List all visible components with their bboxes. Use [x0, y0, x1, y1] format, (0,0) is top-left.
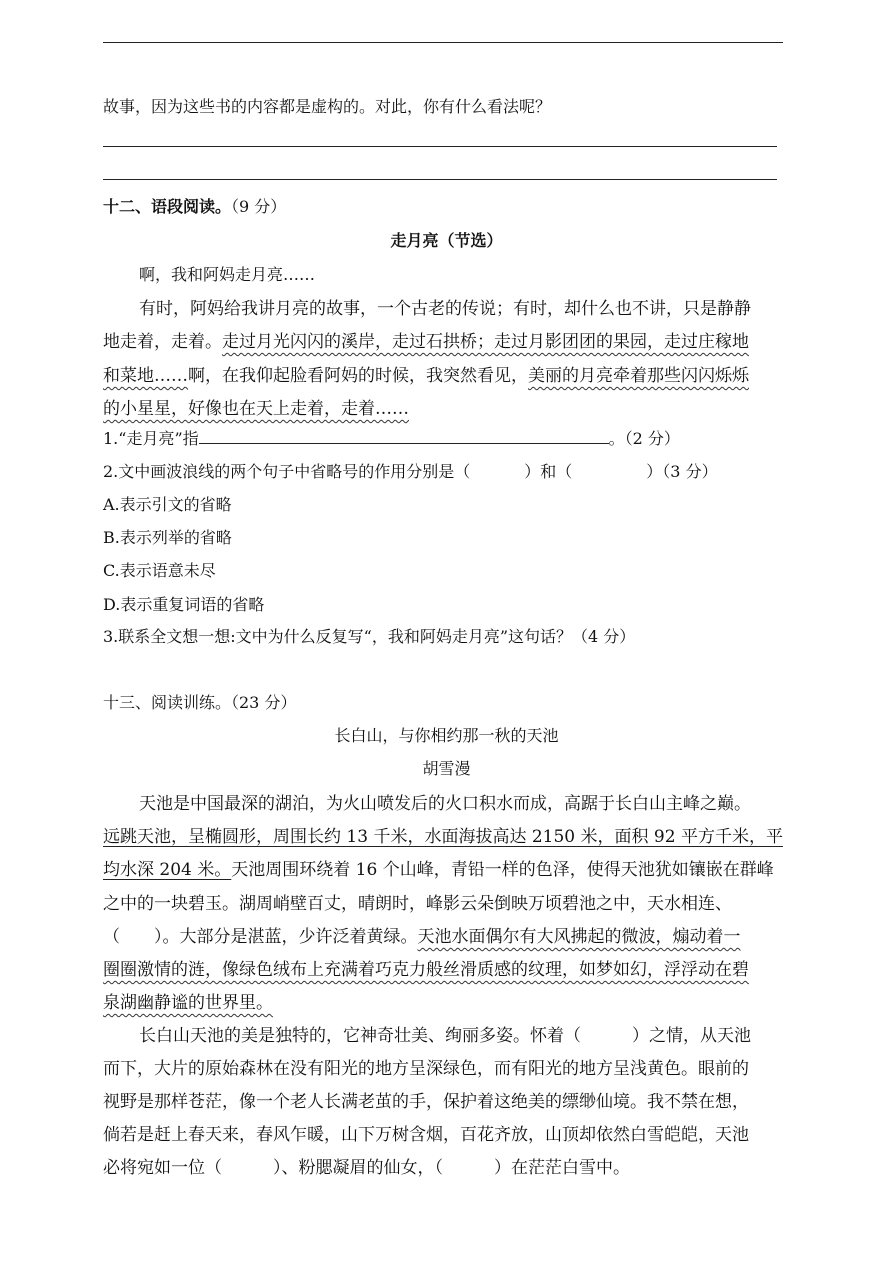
section-12-header	[103, 194, 286, 217]
passage-title: 长白山，与你相约那一秋的天池	[334, 726, 559, 745]
passage-line	[103, 361, 749, 386]
section-12-title: 十二、语段阅读。	[103, 197, 232, 216]
passage-line: 有时，阿妈给我讲月亮的故事，一个古老的传说；有时，却什么也不讲，只是静静	[139, 299, 751, 319]
plain-text: 地走着，走着。	[103, 332, 222, 352]
passage-line: 天池是中国最深的湖泊，为火山喷发后的火口积水而成，高踞于长白山主峰之巅。	[139, 794, 751, 814]
section-13-header: 十三、阅读训练。（23 分）	[103, 693, 297, 712]
wavy-underlined-sentence: 的小星星，好像也在天上走着，走着……	[103, 399, 409, 419]
answer-line	[103, 179, 777, 180]
passage-line	[103, 955, 749, 980]
question-1-suffix: 。（2 分）	[608, 429, 680, 448]
option-d: D.表示重复词语的省略	[103, 595, 265, 614]
wavy-underlined-sentence: 圈圈激情的涟，像绿色绒布上充满着巧克力般丝滑质感的纹理，如梦如幻，浮浮动在碧	[103, 960, 749, 980]
wavy-underlined-sentence: 泉湖幽静谧的世界里。	[103, 993, 273, 1013]
question-2-text: 2.文中画波浪线的两个句子中省略号的作用分别是（	[103, 462, 471, 481]
option-c: C.表示语意未尽	[103, 561, 216, 580]
question-1	[103, 426, 680, 449]
answer-line	[103, 146, 777, 147]
wavy-underlined-sentence: 天池水面偶尔有大风拂起的微波，煽动着一	[417, 927, 741, 947]
passage-line	[103, 822, 783, 847]
wavy-underlined-sentence: 和菜地……	[103, 366, 188, 386]
underlined-sentence: 均水深 204 米。	[103, 860, 232, 880]
question-2	[103, 459, 718, 482]
option-a: A.表示引文的省略	[103, 495, 232, 514]
passage-author: 胡雪漫	[422, 759, 471, 778]
plain-text: （ ）。大部分是湛蓝，少许泛着黄绿。	[103, 927, 418, 947]
question-1-prefix: 1.“走月亮”指	[103, 429, 199, 448]
answer-blank[interactable]	[199, 429, 609, 444]
underlined-sentence: 远跳天池，呈椭圆形，周围长约 13 千米，水面海拔高达 2150 米，面积 92 平方千米，平	[103, 827, 783, 847]
wavy-underlined-sentence: 走过月光闪闪的溪岸，走过石拱桥；走过月影团团的果园，走过庄稼地	[222, 332, 749, 352]
passage-line: 之中的一块碧玉。湖周峭壁百丈，晴朗时，峰影云朵倒映万顷碧池之中，天水相连、	[103, 894, 732, 914]
question-2-text: ）（3 分）	[646, 462, 718, 481]
passage-line	[103, 988, 273, 1013]
passage-line: 必将宛如一位（ ）、粉腮凝眉的仙女，（ ）在茫茫白雪中。	[103, 1158, 630, 1178]
question-3: 3.联系全文想一想:文中为什么反复写“，我和阿妈走月亮”这句话？（4 分）	[103, 627, 636, 646]
passage-line: 视野是那样苍茫，像一个老人长满老茧的手，保护着这绝美的缥缈仙境。我不禁在想，	[103, 1092, 749, 1112]
question-2-text: ）和（	[524, 462, 573, 481]
passage-line	[103, 922, 741, 947]
passage-line: 倘若是赶上春天来，春风乍暖，山下万树含烟，百花齐放，山顶却依然白雪皑皑，天池	[103, 1125, 749, 1145]
passage-line: 而下，大片的原始森林在没有阳光的地方呈深绿色，而有阳光的地方呈浅黄色。眼前的	[103, 1059, 749, 1079]
passage-line	[103, 855, 774, 880]
plain-text: 天池周围环绕着 16 个山峰，青铅一样的色泽，使得天池犹如镶嵌在群峰	[231, 860, 774, 880]
plain-text: 啊，在我仰起脸看阿妈的时候，我突然看见，	[188, 366, 528, 386]
passage-title: 走月亮（节选）	[390, 231, 503, 250]
wavy-underlined-sentence: 美丽的月亮牵着那些闪闪烁烁	[528, 366, 749, 386]
answer-line	[103, 42, 783, 43]
question-continuation: 故事，因为这些书的内容都是虚构的。对此，你有什么看法呢？	[103, 97, 552, 116]
section-12-score: （9 分）	[231, 197, 287, 216]
passage-paragraph-1: 啊，我和阿妈走月亮……	[139, 265, 316, 284]
passage-line	[103, 394, 409, 419]
option-b: B.表示列举的省略	[103, 528, 232, 547]
passage-line: 长白山天池的美是独特的，它神奇壮美、绚丽多姿。怀着（ ）之情，从天池	[139, 1026, 751, 1046]
passage-line	[103, 327, 749, 352]
